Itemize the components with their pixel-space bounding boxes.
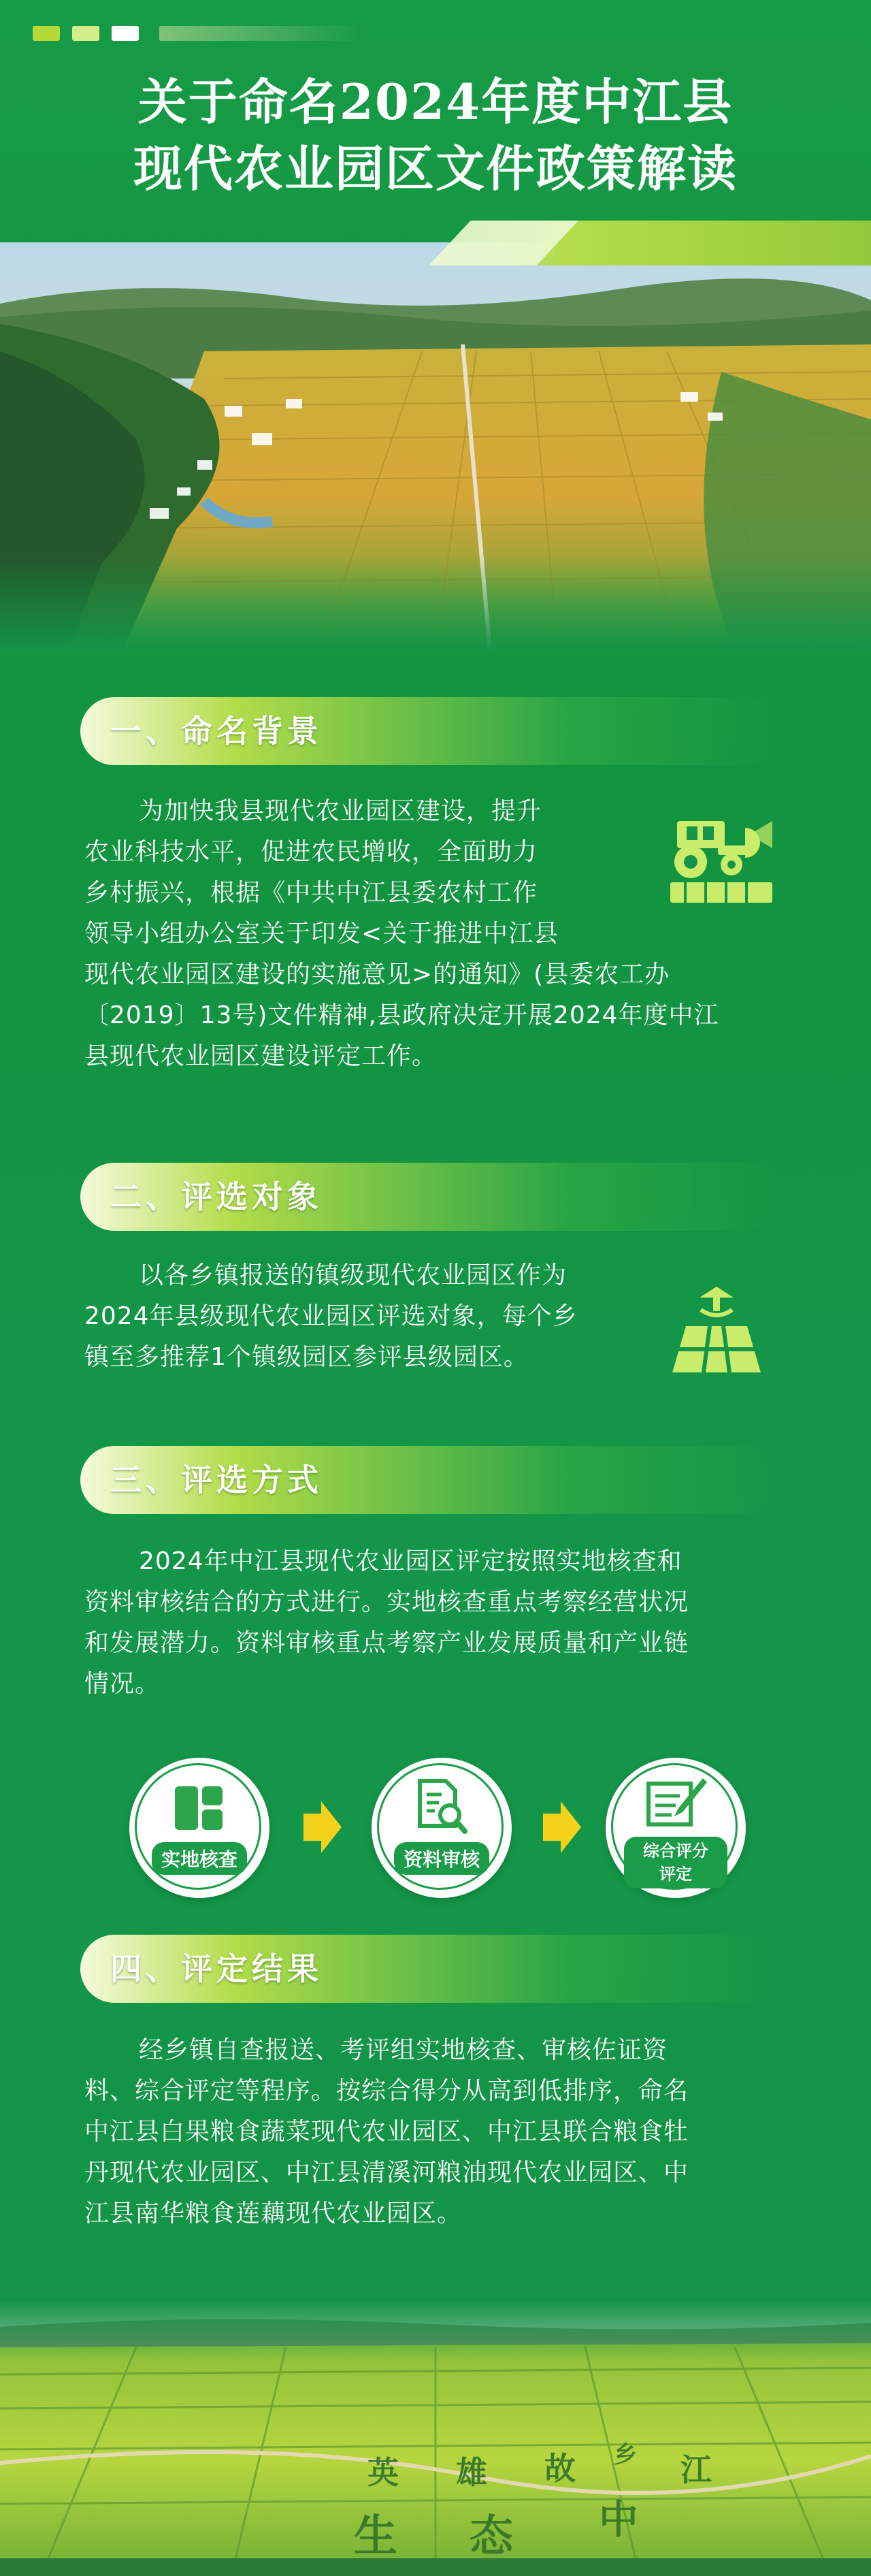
scoring-icon (642, 1774, 710, 1831)
image-fade (0, 556, 871, 651)
deco-bar (112, 26, 139, 41)
paragraph-line: 中江县白果粮食蔬菜现代农业园区、中江县联合粮食牡 (84, 2118, 689, 2146)
field-character: 乡 (614, 2441, 637, 2468)
field-character: 江 (680, 2451, 712, 2488)
document-review-icon (414, 1778, 469, 1835)
section-header-background (80, 1163, 781, 1231)
section-header-background (80, 1935, 781, 2003)
flow-step-label-box (624, 1837, 727, 1888)
paragraph-line: 资料审核结合的方式进行。实地核查重点考察经营状况 (84, 1588, 689, 1616)
paragraph-line: 经乡镇自查报送、考评组实地核查、审核佐证资 (139, 2036, 668, 2064)
tractor-icon (663, 807, 779, 909)
section-paragraph-background (84, 1255, 656, 1378)
paragraph-line: 镇至多推荐1个镇级园区参评县级园区。 (84, 1343, 529, 1371)
section-paragraph-background (84, 2030, 787, 2234)
flow-step-scoring (606, 1758, 746, 1898)
header-decoration (33, 26, 359, 41)
paragraph-line: 〔2019〕13号)文件精神,县政府决定开展2024年度中江 (84, 1001, 719, 1029)
flow-step-label-text: 实地核查 (152, 1842, 247, 1875)
farm-field-icon (659, 1273, 774, 1375)
page-title-line-2: 现代农业园区文件政策解读 (133, 140, 738, 197)
site-check-icon (172, 1781, 227, 1835)
flow-step-label (129, 1842, 269, 1875)
paragraph-line: 料、综合评定等程序。按综合得分从高到低排序，命名 (84, 2077, 689, 2105)
field-character: 生 (354, 2511, 397, 2562)
paragraph-line: 2024年县级现代农业园区评选对象，每个乡 (84, 1302, 578, 1330)
arrow-right-icon (303, 1801, 342, 1853)
flow-step-label-line-1: 综合评分 (634, 1839, 718, 1863)
image-fade (0, 2300, 871, 2361)
paragraph-line: 现代农业园区建设的实施意见>的通知》(县委农工办 (84, 961, 670, 988)
paragraph-line: 和发展潜力。资料审核重点考察产业发展质量和产业链 (84, 1629, 689, 1657)
paragraph-line: 农业科技水平，促进农民增收，全面助力 (84, 838, 538, 866)
flow-step-label-text: 资料审核 (394, 1842, 489, 1875)
paragraph-line: 丹现代农业园区、中江县清溪河粮油现代农业园区、中 (84, 2159, 689, 2187)
section-header-background (80, 1446, 781, 1514)
field-character: 故 (544, 2450, 576, 2487)
paragraph-line: 县现代农业园区建设评定工作。 (84, 1042, 438, 1070)
section-title: 三、评选方式 (110, 1462, 323, 1498)
flow-step-label (606, 1837, 746, 1888)
section-title: 一、命名背景 (110, 713, 323, 750)
paragraph-line: 以各乡镇报送的镇级现代农业园区作为 (139, 1261, 568, 1289)
flow-step-label (372, 1842, 512, 1875)
section-paragraph-background (84, 1541, 787, 1705)
field-character: 态 (470, 2511, 513, 2562)
deco-bar (72, 26, 99, 41)
deco-bar (159, 26, 363, 41)
flow-step-site-check (129, 1758, 269, 1898)
section-title: 二、评选对象 (110, 1178, 323, 1215)
field-character: 中 (599, 2496, 639, 2543)
paragraph-line: 2024年中江县现代农业园区评定按照实地核查和 (139, 1547, 683, 1575)
field-art-image (0, 2300, 871, 2576)
arrow-right-icon (543, 1801, 581, 1853)
field-character: 雄 (456, 2454, 487, 2491)
aerial-farmland-image (0, 242, 871, 651)
field-character: 英 (367, 2454, 399, 2491)
deco-bar (33, 26, 60, 41)
paragraph-line: 为加快我县现代农业园区建设，提升 (139, 797, 542, 825)
section-header-background (80, 697, 781, 765)
section-title: 四、评定结果 (110, 1950, 323, 1987)
paragraph-line: 江县南华粮食莲藕现代农业园区。 (84, 2200, 463, 2227)
page-title-line-1: 关于命名2024年度中江县 (137, 73, 734, 131)
paragraph-line: 领导小组办公室关于印发<关于推进中江县 (84, 920, 559, 948)
flow-step-document-review (372, 1758, 512, 1898)
paragraph-line: 乡村振兴，根据《中共中江县委农村工作 (84, 879, 538, 907)
flow-step-label-line-2: 评定 (650, 1863, 702, 1886)
paragraph-line: 情况。 (84, 1670, 161, 1698)
